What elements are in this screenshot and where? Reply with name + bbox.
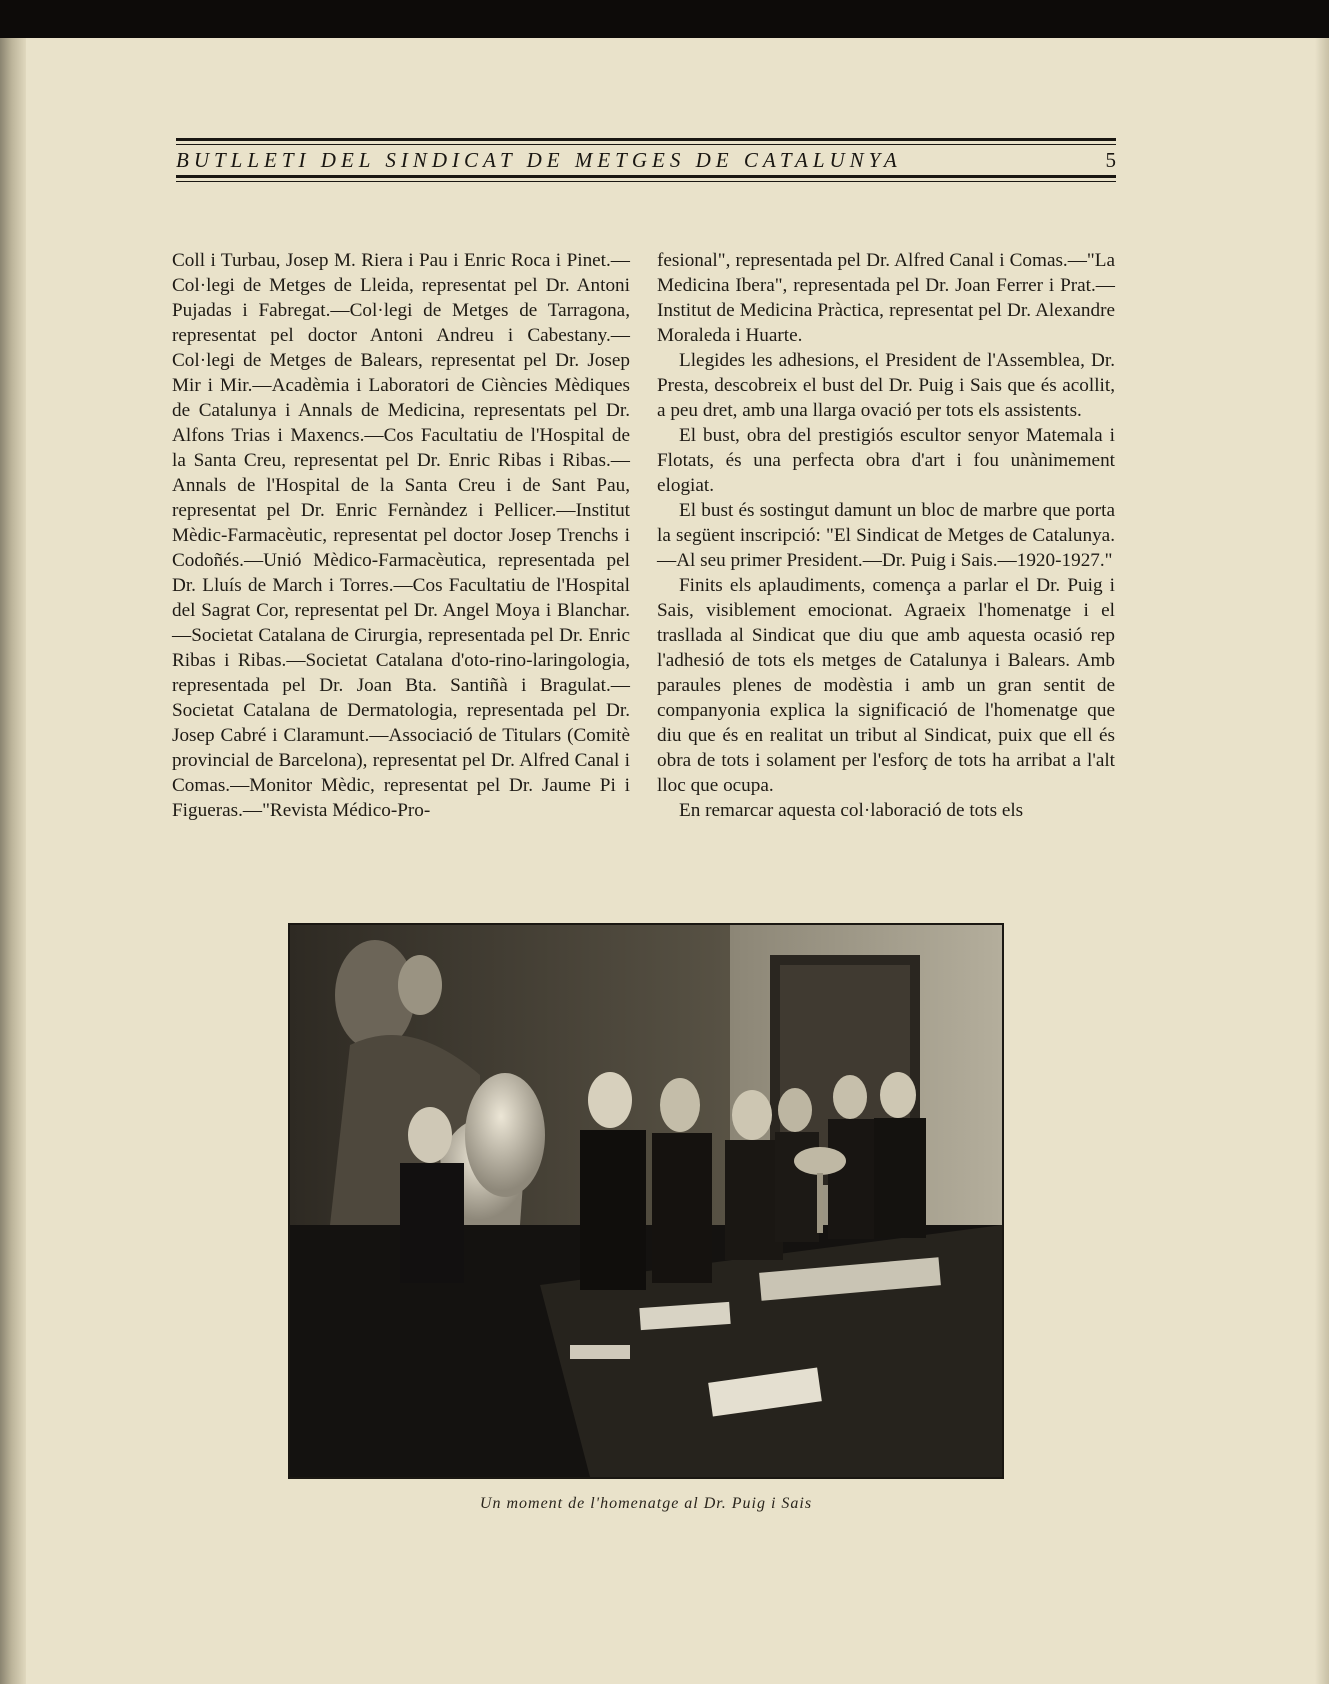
event-photograph [288,923,1004,1479]
photo-illustration [290,925,1002,1477]
paragraph: fesional", representada pel Dr. Alfred Canal i Comas.—"La Medicina Ibera", representada pel Dr. Joan Ferrer i Prat.—Institut de Medicina Pràctica, representat pel Dr. Alexandre Moraleda i Huarte. [657,250,1115,346]
paragraph: El bust és sostingut damunt un bloc de marbre que porta la següent inscripció: "El Sindicat de Metges de Catalunya.—Al seu primer President.—Dr. Puig i Sais.—1920-1927." [657,500,1115,571]
page-number: 5 [1105,148,1116,172]
paragraph: Llegides les adhesions, el President de l'Assemblea, Dr. Presta, descobreix el bust del Dr. Puig i Sais que és acollit, a peu dret, amb una llarga ovació per tots els assistents. [657,350,1115,421]
paragraph: Finits els aplaudiments, comença a parlar el Dr. Puig i Sais, visiblement emocionat. Agraeix l'homenatge i el trasllada al Sindicat que diu que amb aquesta ocasió rep l'adhesió de tots els metges de Catalunya i Balears. Amb paraules plenes de modèstia i amb un gran sentit de companyonia explica la significació de l'homenatge que diu que és en realitat un tribut al Sindicat, puix que ell és obra de tots i solament per l'esforç de tots ha arribat a l'alt lloc que ocupa. [657,575,1115,796]
header-rule-bottom [176,175,1116,178]
header-rule-bottom-thin [176,181,1116,182]
journal-title: BUTLLETI DEL SINDICAT DE METGES DE CATALUNYA [176,148,902,172]
header-rule-top [176,138,1116,141]
text-column-left [172,248,630,823]
magazine-page [0,38,1329,1684]
text-column-right [657,248,1115,823]
running-header [176,138,1116,182]
paragraph: Coll i Turbau, Josep M. Riera i Pau i Enric Roca i Pinet.—Col·legi de Metges de Lleida, representat pel Dr. Antoni Pujadas i Fabregat.—Col·legi de Metges de Tarragona, representat pel doctor Antoni Andreu i Cabestany.—Col·legi de Metges de Balears, representat pel Dr. Josep Mir i Mir.—Acadèmia i Laboratori de Ciències Mèdiques de Catalunya i Annals de Medicina, representats pel Dr. Alfons Trias i Maxencs.—Cos Facultatiu de l'Hospital de la Santa Creu, representat pel Dr. Enric Ribas i Ribas.—Annals de l'Hospital de la Santa Creu i de Sant Pau, representat pel Dr. Enric Fernàndez i Pellicer.—Institut Mèdic-Farmacèutic, representat pel doctor Josep Trenchs i Codoñés.—Unió Mèdico-Farmacèutica, representada pel Dr. Lluís de March i Torres.—Cos Facultatiu de l'Hospital del Sagrat Cor, representat pel Dr. Angel Moya i Blanchar.—Societat Catalana de Cirurgia, representada pel Dr. Enric Ribas i Ribas.—Societat Catalana d'oto-rino-laringologia, representada pel Dr. Joan Bta. Santiñà i Bragulat.—Societat Catalana de Dermatologia, representada pel Dr. Josep Cabré i Claramunt.—Associació de Titulars (Comitè provincial de Barcelona), representat pel Dr. Alfred Canal i Comas.—Monitor Mèdic, representat pel Dr. Jaume Pi i Figueras.—"Revista Médico-Pro- [172,250,630,821]
photo-caption: Un moment de l'homenatge al Dr. Puig i Sais [479,1495,813,1512]
paragraph: El bust, obra del prestigiós escultor senyor Matemala i Flotats, és una perfecta obra d'art i fou unànimement elogiat. [657,425,1115,496]
paragraph: En remarcar aquesta col·laboració de tots els [679,800,1024,821]
